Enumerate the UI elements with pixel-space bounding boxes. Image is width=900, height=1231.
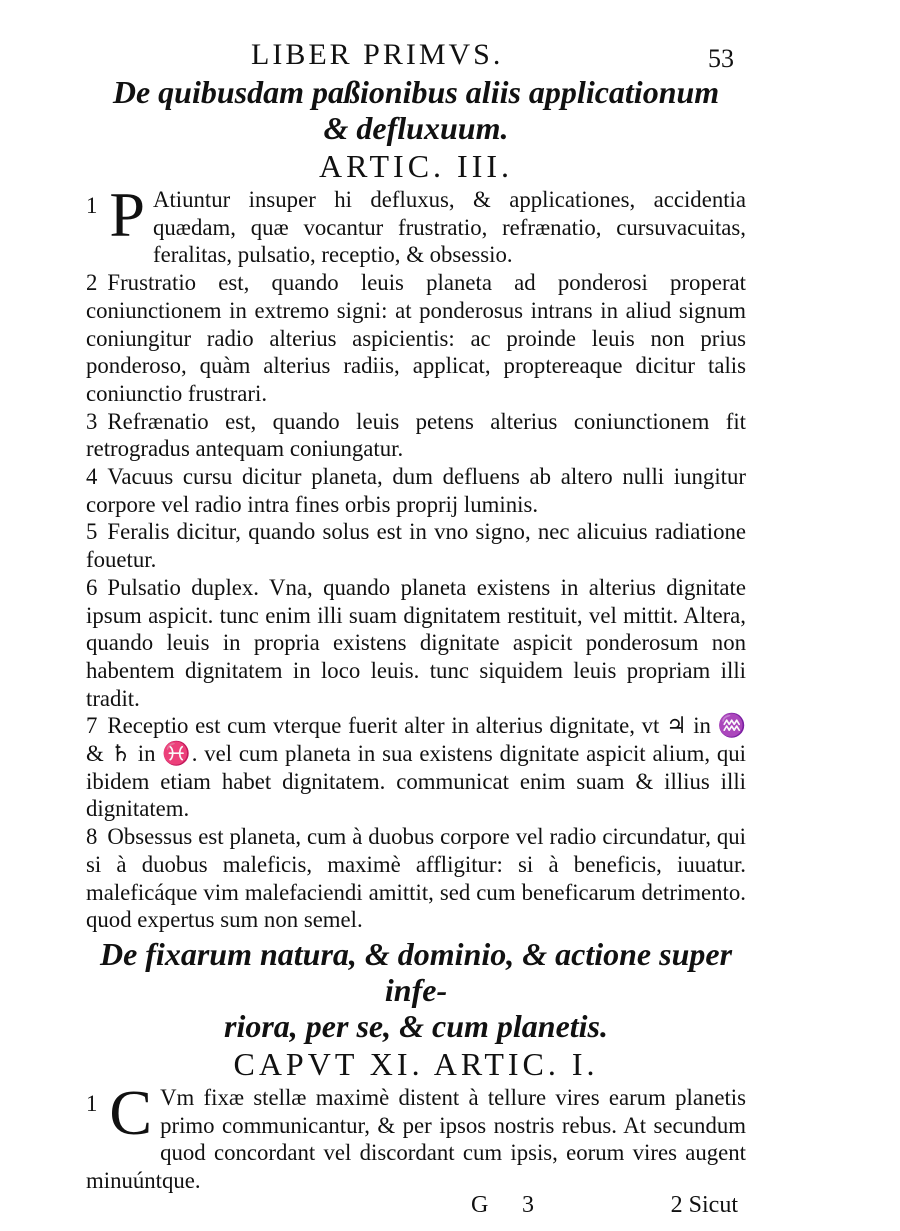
signature-number: 3 [522, 1192, 534, 1218]
page-footer [86, 1192, 746, 1222]
catchword: 2 Sicut [670, 1192, 738, 1218]
chapter-heading: CAPVT XI. ARTIC. I. [233, 1045, 599, 1082]
signature-mark: G [471, 1192, 489, 1218]
paragraph-text: Refrænatio est, quando leuis petens alterius coniunctionem fit retrogradus antequam coniungatur. [86, 408, 746, 462]
paragraph-text: Frustratio est, quando leuis planeta ad ponderosi properat coniunctionem in extremo signi: at ponderosus intrans in aliud signum coniungitur radio alterius aspicientis: ac proinde leuis non prius ponderoso, quàm alterius radiis, applicat, proptereaque dicitur talis coniunctio frustrari. [86, 270, 746, 406]
paragraph-text: Vacuus cursu dicitur planeta, dum defluens ab altero nulli iungitur corpore vel radio intra fines orbis proprij luminis. [86, 464, 746, 517]
section-title [86, 74, 746, 146]
paragraph-text: Receptio est cum vterque fuerit alter in alterius dignitate, vt ♃ in ♒ & ♄ in ♓. vel cum planeta in sua existens dignitate aspicit alium, qui ibidem etiam habet dignitatem. communicat enim suam & illius illi dignitatem. [86, 713, 746, 822]
paragraph-text: Vm fixæ stellæ maximè distent à tellure vires earum planetis primo communicantur, & per ipsos nostris rebus. At secundum quod concordant vel discordant cum ipsis, eorum vires augent minuúntque. [86, 1084, 746, 1194]
paragraph-number: 5 [86, 519, 98, 545]
paragraph-number: 4 [86, 464, 98, 490]
paragraph-number: 7 [86, 713, 98, 739]
paragraph-5 [86, 518, 746, 573]
paragraph-7 [86, 712, 746, 823]
chapter-title [86, 936, 746, 1044]
section-1-body [86, 179, 746, 934]
drop-cap-letter: P [109, 179, 145, 250]
paragraph-2 [86, 269, 746, 408]
paragraph-1 [86, 179, 746, 269]
paragraph-number: 1 [86, 193, 98, 218]
chapter-paragraph-1 [86, 1076, 746, 1195]
article-heading: ARTIC. III. [318, 148, 514, 184]
page-number: 53 [708, 44, 734, 73]
paragraph-text: Obsessus est planeta, cum à duobus corpore vel radio circundatur, qui si à duobus maleficis, maximè affligitur: si à beneficis, iuuatur. maleficáque vim malefaciendi amittit, sed cum beneficarum detrimento. quod expertus sum non semel. [86, 824, 746, 933]
chapter-title-line-1: De fixarum natura, & dominio, & actione super infe- [99, 935, 733, 1008]
paragraph-number: 1 [86, 1090, 98, 1116]
paragraph-number: 2 [86, 270, 98, 296]
book-page [86, 32, 746, 1218]
paragraph-text: Feralis dicitur, quando solus est in vno signo, nec alicuius radiatione fouetur. [86, 519, 746, 573]
drop-cap-letter: C [109, 1076, 153, 1148]
running-head [86, 32, 746, 74]
running-title: LIBER PRIMVS. [251, 38, 504, 71]
section-2 [86, 936, 746, 1195]
paragraph-8 [86, 823, 746, 934]
paragraph-number: 3 [86, 408, 98, 434]
paragraph-6 [86, 574, 746, 713]
paragraph-text: Atiuntur insuper hi defluxus, & applicationes, accidentia quædam, quæ vocantur frustratio, refrænatio, cursuvacuitas, feralitas, pulsatio, receptio, & obsessio. [153, 187, 746, 268]
paragraph-3 [86, 408, 746, 463]
paragraph-text: Pulsatio duplex. Vna, quando planeta existens in alterius dignitate ipsum aspicit. tunc enim illi suam dignitatem restituit, vel mittit. Altera, quando leuis in propria existens dignitate aspicit ponderosum non habentem dignitatem in loco leuis. tunc siquidem leuis propriam illi tradit. [86, 574, 746, 711]
section-title-line-2: & defluxuum. [323, 110, 509, 146]
section-title-line-1: De quibusdam paßionibus aliis applicationum [112, 74, 720, 110]
paragraph-4 [86, 463, 746, 518]
chapter-title-line-2: riora, per se, & cum planetis. [223, 1007, 608, 1044]
paragraph-number: 6 [86, 574, 98, 600]
paragraph-number: 8 [86, 824, 98, 850]
